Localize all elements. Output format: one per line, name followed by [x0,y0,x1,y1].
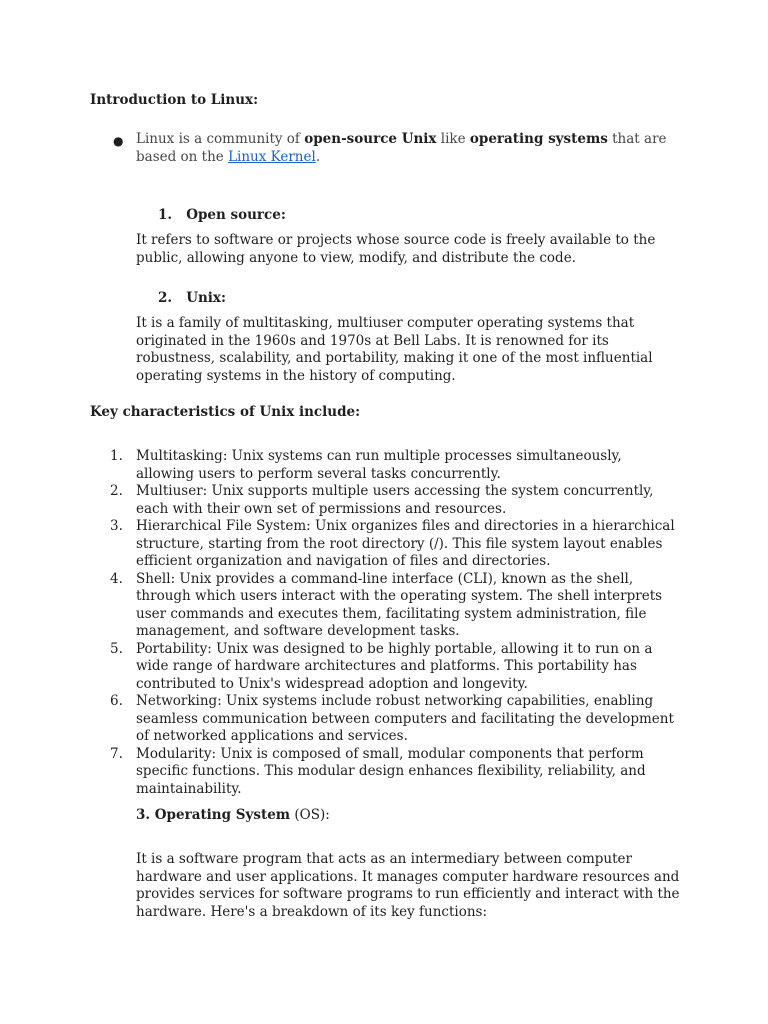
list-item [0,483,681,518]
os-heading [136,807,330,825]
key-characteristics-heading: Key characteristics of Unix include: [90,404,361,420]
list-item [0,641,681,694]
list-number: 3. [110,518,123,534]
list-item [0,448,681,483]
bullet-dot-icon: ● [113,134,124,148]
list-number: 2. [110,483,123,499]
heading-number: 2. [158,290,173,306]
heading-number: 3. [136,807,155,823]
list-text: Hierarchical File System: Unix organizes files and directories in a hierarchical structure, starting from the root directory (/). This file system layout enables efficient organization and navigation of files and directories. [136,518,675,569]
intro-heading: Introduction to Linux: [90,92,259,108]
heading-suffix: (OS): [290,807,330,823]
bold-open-source-unix: open-source Unix [304,131,437,147]
heading-title: Unix: [186,290,226,306]
unix-paragraph: It is a family of multitasking, multiuser computer operating systems that originated in the 1960s and 1970s at Bell Labs. It is renowned for its robustness, scalability, and portability, making it one of the most influential operating systems in the history of computing. [136,315,653,384]
list-number: 6. [110,693,123,709]
open-source-paragraph: It refers to software or projects whose source code is freely available to the public, allowing anyone to view, modify, and distribute the code. [136,232,656,266]
list-text: Modularity: Unix is composed of small, modular components that perform specific functions. This modular design enhances flexibility, reliability, and maintainability. [136,745,646,797]
text-run: that are based on the [136,131,667,165]
list-number: 5. [110,640,123,657]
list-number: 7. [110,745,123,762]
list-number: 4. [110,570,123,587]
linux-kernel-link[interactable]: Linux Kernel [228,148,316,165]
list-text: Multiuser: Unix supports multiple users accessing the system concurrently, each with their own set of permissions and resources. [136,483,654,517]
unix-heading [158,290,226,308]
characteristics-list [0,448,690,798]
open-source-heading [158,207,286,225]
linux-definition-paragraph [136,131,681,166]
text-run: like [436,131,470,147]
os-paragraph: It is a software program that acts as an intermediary between computer hardware and user applications. It manages computer hardware resources and provides services for software programs to run efficiently and interact with the hardware. Here's a breakdown of its key functions: [136,851,680,920]
text-run: Linux is a community of [136,131,305,147]
list-item [0,518,681,571]
heading-number: 1. [158,207,173,223]
list-item [0,746,681,799]
bold-operating-systems: operating systems [469,131,608,147]
list-item [0,571,681,641]
list-item [0,693,681,746]
list-number: 1. [110,448,123,464]
text-run: . [315,148,321,165]
list-text: Shell: Unix provides a command-line interface (CLI), known as the shell, through which users interact with the operating system. The shell interprets user commands and executes them, facilitating system administration, file management, and software development tasks. [136,570,663,639]
list-text: Networking: Unix systems include robust networking capabilities, enabling seamless communication between computers and facilitating the development of networked applications and services. [136,693,674,744]
list-text: Portability: Unix was designed to be highly portable, allowing it to run on a wide range of hardware architectures and platforms. This portability has contributed to Unix's widespread adoption and longevity. [136,640,653,692]
heading-title: Open source: [186,207,286,223]
heading-title: Operating System [154,807,291,823]
list-text: Multitasking: Unix systems can run multiple processes simultaneously, allowing users to perform several tasks concurrently. [136,448,622,482]
